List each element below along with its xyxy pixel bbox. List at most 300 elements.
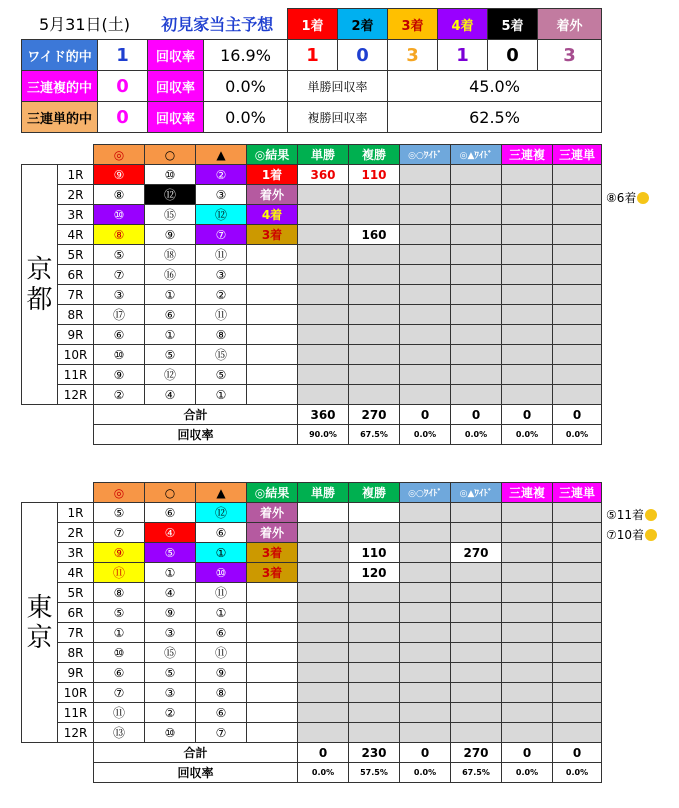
header-win: 単勝 [298, 145, 349, 165]
payout-win [298, 723, 349, 743]
race-row [22, 305, 602, 325]
win-rate: 45.0% [388, 71, 602, 102]
payout-wide-2 [451, 285, 502, 305]
pick-taikou: ① [145, 563, 196, 583]
pick-taikou: ⑨ [145, 225, 196, 245]
header-result: ◎結果 [247, 483, 298, 503]
payout-wide-1 [400, 583, 451, 603]
pick-taikou: ⑮ [145, 205, 196, 225]
payout-win [298, 285, 349, 305]
race-row [22, 265, 602, 285]
race-row [22, 285, 602, 305]
payout-wide-1 [400, 205, 451, 225]
tokyo-rate-win: 0.0% [298, 763, 349, 783]
race-number: 11R [58, 365, 94, 385]
wide-hit-count: 1 [98, 40, 148, 71]
payout-trifecta [553, 503, 602, 523]
pick-honmei: ⑧ [94, 185, 145, 205]
payout-trio [502, 205, 553, 225]
payout-place [349, 245, 400, 265]
race-row [22, 165, 602, 185]
pick-tanana: ⑨ [196, 663, 247, 683]
pick-tanana: ① [196, 603, 247, 623]
race-row [22, 345, 602, 365]
race-row [22, 543, 602, 563]
trifecta-rate: 0.0% [204, 102, 288, 133]
pick-honmei: ⑩ [94, 643, 145, 663]
payout-wide-2 [451, 225, 502, 245]
result [247, 683, 298, 703]
result [247, 703, 298, 723]
pick-honmei: ⑤ [94, 245, 145, 265]
payout-wide-2 [451, 583, 502, 603]
payout-trifecta [553, 265, 602, 285]
payout-trio [502, 723, 553, 743]
payout-wide-2 [451, 623, 502, 643]
tokyo-note-2 [606, 526, 657, 543]
payout-trio [502, 245, 553, 265]
tokyo-rate-wide-2: 67.5% [451, 763, 502, 783]
laughing-emoji-icon [637, 192, 649, 204]
payout-wide-1 [400, 385, 451, 405]
tokyo-total-trio: 0 [502, 743, 553, 763]
payout-wide-1 [400, 643, 451, 663]
tokyo-rate-trifecta: 0.0% [553, 763, 602, 783]
race-number: 10R [58, 683, 94, 703]
payout-wide-1 [400, 305, 451, 325]
pick-taikou: ⑩ [145, 723, 196, 743]
payout-wide-2: 270 [451, 543, 502, 563]
pick-tanana: ⑧ [196, 683, 247, 703]
tokyo-race-table [21, 482, 602, 783]
payout-wide-1 [400, 165, 451, 185]
header-tanana: ▲ [196, 483, 247, 503]
payout-trio [502, 523, 553, 543]
payout-wide-2 [451, 503, 502, 523]
header-honmei: ◎ [94, 483, 145, 503]
kyoto-venue-label: 京 都 [22, 165, 58, 405]
pick-tanana: ⑪ [196, 305, 247, 325]
pick-taikou: ⑨ [145, 603, 196, 623]
pick-taikou: ③ [145, 623, 196, 643]
payout-wide-2 [451, 185, 502, 205]
pick-tanana: ① [196, 543, 247, 563]
payout-trio [502, 365, 553, 385]
payout-trifecta [553, 643, 602, 663]
pick-taikou: ⑫ [145, 185, 196, 205]
race-number: 1R [58, 165, 94, 185]
pick-tanana: ⑧ [196, 325, 247, 345]
pick-tanana: ⑩ [196, 563, 247, 583]
result [247, 723, 298, 743]
pick-honmei: ⑩ [94, 345, 145, 365]
kyoto-rate-trifecta: 0.0% [553, 425, 602, 445]
payout-trio [502, 165, 553, 185]
race-row [22, 245, 602, 265]
payout-place [349, 185, 400, 205]
result [247, 603, 298, 623]
result: 1着 [247, 165, 298, 185]
wide-rate-label: 回収率 [148, 40, 204, 71]
pick-honmei: ① [94, 623, 145, 643]
header-tanana: ▲ [196, 145, 247, 165]
header-taikou: ○ [145, 145, 196, 165]
payout-wide-1 [400, 523, 451, 543]
pick-honmei: ⑰ [94, 305, 145, 325]
kyoto-rate-wide-2: 0.0% [451, 425, 502, 445]
tokyo-rate-label: 回収率 [94, 763, 298, 783]
pick-tanana: ⑫ [196, 503, 247, 523]
pick-taikou: ① [145, 325, 196, 345]
payout-trifecta [553, 723, 602, 743]
payout-place [349, 385, 400, 405]
pick-taikou: ⑥ [145, 305, 196, 325]
payout-place [349, 345, 400, 365]
kyoto-total-place: 270 [349, 405, 400, 425]
pick-tanana: ⑪ [196, 643, 247, 663]
payout-wide-2 [451, 663, 502, 683]
header-trifecta: 三連単 [553, 483, 602, 503]
payout-trifecta [553, 285, 602, 305]
tokyo-total-win: 0 [298, 743, 349, 763]
place-5-count: 0 [488, 40, 538, 71]
race-number: 10R [58, 345, 94, 365]
wide-hit-label: ワイド的中 [22, 40, 98, 71]
tokyo-note-1-text: ⑤11着 [606, 508, 645, 522]
payout-trio [502, 623, 553, 643]
payout-win: 360 [298, 165, 349, 185]
payout-wide-2 [451, 643, 502, 663]
payout-trio [502, 543, 553, 563]
pick-tanana: ⑦ [196, 225, 247, 245]
laughing-emoji-icon [645, 529, 657, 541]
race-row [22, 623, 602, 643]
race-number: 3R [58, 543, 94, 563]
race-number: 6R [58, 265, 94, 285]
place-2-count: 0 [338, 40, 388, 71]
pick-taikou: ⑫ [145, 365, 196, 385]
tokyo-rate-place: 57.5% [349, 763, 400, 783]
payout-wide-1 [400, 225, 451, 245]
result: 4着 [247, 205, 298, 225]
race-row [22, 643, 602, 663]
pick-taikou: ④ [145, 523, 196, 543]
payout-trifecta [553, 603, 602, 623]
result [247, 583, 298, 603]
result [247, 643, 298, 663]
race-row [22, 325, 602, 345]
kyoto-total-trifecta: 0 [553, 405, 602, 425]
payout-wide-2 [451, 683, 502, 703]
payout-win [298, 385, 349, 405]
payout-place [349, 523, 400, 543]
payout-trifecta [553, 385, 602, 405]
wide-rate: 16.9% [204, 40, 288, 71]
pick-taikou: ⑤ [145, 663, 196, 683]
header-wide-2: ◎▲ﾜｲﾄﾞ [451, 145, 502, 165]
payout-win [298, 265, 349, 285]
payout-trio [502, 305, 553, 325]
tokyo-total-label: 合計 [94, 743, 298, 763]
pick-honmei: ⑧ [94, 225, 145, 245]
race-number: 9R [58, 325, 94, 345]
payout-place: 110 [349, 543, 400, 563]
result: 3着 [247, 543, 298, 563]
payout-wide-1 [400, 563, 451, 583]
payout-place [349, 723, 400, 743]
payout-trifecta [553, 663, 602, 683]
pick-honmei: ⑧ [94, 583, 145, 603]
pick-tanana: ② [196, 285, 247, 305]
pick-honmei: ⑥ [94, 325, 145, 345]
race-row [22, 723, 602, 743]
header-honmei: ◎ [94, 145, 145, 165]
pick-taikou: ⑩ [145, 165, 196, 185]
payout-wide-2 [451, 245, 502, 265]
pick-tanana: ⑤ [196, 365, 247, 385]
payout-place [349, 623, 400, 643]
kyoto-total-wide-1: 0 [400, 405, 451, 425]
trio-hit-count: 0 [98, 71, 148, 102]
place-4-header: 4着 [438, 9, 488, 40]
payout-win [298, 225, 349, 245]
win-rate-label: 単勝回収率 [288, 71, 388, 102]
payout-trio [502, 325, 553, 345]
payout-trifecta [553, 345, 602, 365]
payout-wide-2 [451, 723, 502, 743]
payout-trio [502, 265, 553, 285]
payout-win [298, 643, 349, 663]
payout-win [298, 563, 349, 583]
header-result: ◎結果 [247, 145, 298, 165]
race-row [22, 205, 602, 225]
payout-place [349, 325, 400, 345]
result [247, 325, 298, 345]
payout-trio [502, 385, 553, 405]
kyoto-rate-trio: 0.0% [502, 425, 553, 445]
payout-win [298, 543, 349, 563]
pick-taikou: ④ [145, 583, 196, 603]
tokyo-rate-wide-1: 0.0% [400, 763, 451, 783]
race-number: 7R [58, 623, 94, 643]
kyoto-note [606, 189, 649, 206]
race-row [22, 703, 602, 723]
pick-honmei: ⑤ [94, 503, 145, 523]
payout-win [298, 185, 349, 205]
payout-wide-1 [400, 723, 451, 743]
trifecta-hit-label: 三連単的中 [22, 102, 98, 133]
payout-wide-1 [400, 245, 451, 265]
payout-place [349, 583, 400, 603]
payout-trifecta [553, 365, 602, 385]
race-number: 3R [58, 205, 94, 225]
header-wide-1: ◎○ﾜｲﾄﾞ [400, 483, 451, 503]
trio-rate-label: 回収率 [148, 71, 204, 102]
race-number: 6R [58, 603, 94, 623]
pick-honmei: ⑨ [94, 543, 145, 563]
payout-wide-2 [451, 325, 502, 345]
result [247, 285, 298, 305]
payout-place [349, 305, 400, 325]
payout-wide-1 [400, 345, 451, 365]
pick-taikou: ① [145, 285, 196, 305]
pick-tanana: ① [196, 385, 247, 405]
payout-wide-1 [400, 663, 451, 683]
pick-tanana: ⑦ [196, 723, 247, 743]
payout-win [298, 683, 349, 703]
trifecta-rate-label: 回収率 [148, 102, 204, 133]
header-wide-1: ◎○ﾜｲﾄﾞ [400, 145, 451, 165]
payout-trio [502, 603, 553, 623]
laughing-emoji-icon [645, 509, 657, 521]
race-number: 7R [58, 285, 94, 305]
pick-taikou: ⑯ [145, 265, 196, 285]
pick-honmei: ⑤ [94, 603, 145, 623]
payout-trio [502, 583, 553, 603]
payout-place [349, 365, 400, 385]
place-out-count: 3 [538, 40, 602, 71]
pick-tanana: ⑥ [196, 523, 247, 543]
payout-wide-1 [400, 265, 451, 285]
payout-wide-2 [451, 365, 502, 385]
payout-trio [502, 285, 553, 305]
result [247, 345, 298, 365]
payout-trifecta [553, 583, 602, 603]
race-number: 1R [58, 503, 94, 523]
result [247, 305, 298, 325]
pick-taikou: ④ [145, 385, 196, 405]
payout-place: 160 [349, 225, 400, 245]
result [247, 623, 298, 643]
pick-tanana: ③ [196, 185, 247, 205]
race-row [22, 583, 602, 603]
payout-place [349, 683, 400, 703]
result: 3着 [247, 225, 298, 245]
result: 着外 [247, 503, 298, 523]
payout-trifecta [553, 563, 602, 583]
race-number: 9R [58, 663, 94, 683]
race-number: 4R [58, 563, 94, 583]
payout-trio [502, 663, 553, 683]
place-3-header: 3着 [388, 9, 438, 40]
race-number: 4R [58, 225, 94, 245]
payout-trifecta [553, 523, 602, 543]
race-number: 2R [58, 185, 94, 205]
payout-trifecta [553, 683, 602, 703]
payout-wide-1 [400, 503, 451, 523]
payout-place [349, 503, 400, 523]
header-trio: 三連複 [502, 145, 553, 165]
header-taikou: ○ [145, 483, 196, 503]
payout-wide-1 [400, 325, 451, 345]
payout-trifecta [553, 305, 602, 325]
payout-win [298, 663, 349, 683]
pick-tanana: ③ [196, 265, 247, 285]
payout-place [349, 265, 400, 285]
pick-honmei: ③ [94, 285, 145, 305]
payout-win [298, 503, 349, 523]
payout-trio [502, 503, 553, 523]
place-1-count: 1 [288, 40, 338, 71]
payout-wide-2 [451, 345, 502, 365]
result: 3着 [247, 563, 298, 583]
pick-taikou: ⑤ [145, 345, 196, 365]
tokyo-total-trifecta: 0 [553, 743, 602, 763]
payout-trifecta [553, 245, 602, 265]
race-number: 2R [58, 523, 94, 543]
pick-honmei: ⑪ [94, 703, 145, 723]
payout-wide-1 [400, 543, 451, 563]
payout-wide-2 [451, 165, 502, 185]
place-4-count: 1 [438, 40, 488, 71]
payout-win [298, 703, 349, 723]
race-number: 12R [58, 723, 94, 743]
pick-taikou: ⑥ [145, 503, 196, 523]
kyoto-race-table [21, 144, 602, 445]
result [247, 385, 298, 405]
race-row [22, 365, 602, 385]
result [247, 663, 298, 683]
race-row [22, 503, 602, 523]
race-row [22, 603, 602, 623]
pick-taikou: ③ [145, 683, 196, 703]
kyoto-total-win: 360 [298, 405, 349, 425]
result [247, 265, 298, 285]
trifecta-hit-count: 0 [98, 102, 148, 133]
place-2-header: 2着 [338, 9, 388, 40]
race-row [22, 663, 602, 683]
payout-wide-1 [400, 185, 451, 205]
kyoto-rate-label: 回収率 [94, 425, 298, 445]
payout-trio [502, 225, 553, 245]
pick-tanana: ⑪ [196, 583, 247, 603]
tokyo-total-place: 230 [349, 743, 400, 763]
payout-wide-1 [400, 285, 451, 305]
payout-wide-2 [451, 603, 502, 623]
payout-place [349, 643, 400, 663]
race-number: 5R [58, 583, 94, 603]
pick-taikou: ② [145, 703, 196, 723]
kyoto-rate-place: 67.5% [349, 425, 400, 445]
payout-win [298, 365, 349, 385]
race-row [22, 385, 602, 405]
race-number: 8R [58, 305, 94, 325]
payout-place [349, 603, 400, 623]
payout-trio [502, 185, 553, 205]
tokyo-note-2-text: ⑦10着 [606, 528, 645, 542]
payout-trio [502, 643, 553, 663]
payout-win [298, 583, 349, 603]
place-5-header: 5着 [488, 9, 538, 40]
race-row [22, 225, 602, 245]
pick-tanana: ⑥ [196, 623, 247, 643]
payout-trifecta [553, 543, 602, 563]
trio-rate: 0.0% [204, 71, 288, 102]
payout-trio [502, 563, 553, 583]
pick-honmei: ⑬ [94, 723, 145, 743]
place-3-count: 3 [388, 40, 438, 71]
header-place: 複勝 [349, 483, 400, 503]
tokyo-total-wide-1: 0 [400, 743, 451, 763]
date: 5月31日(土) [38, 15, 131, 35]
payout-win [298, 205, 349, 225]
payout-win [298, 345, 349, 365]
place-out-header: 着外 [538, 9, 602, 40]
payout-wide-1 [400, 365, 451, 385]
payout-win [298, 305, 349, 325]
payout-trio [502, 345, 553, 365]
pick-honmei: ⑨ [94, 165, 145, 185]
